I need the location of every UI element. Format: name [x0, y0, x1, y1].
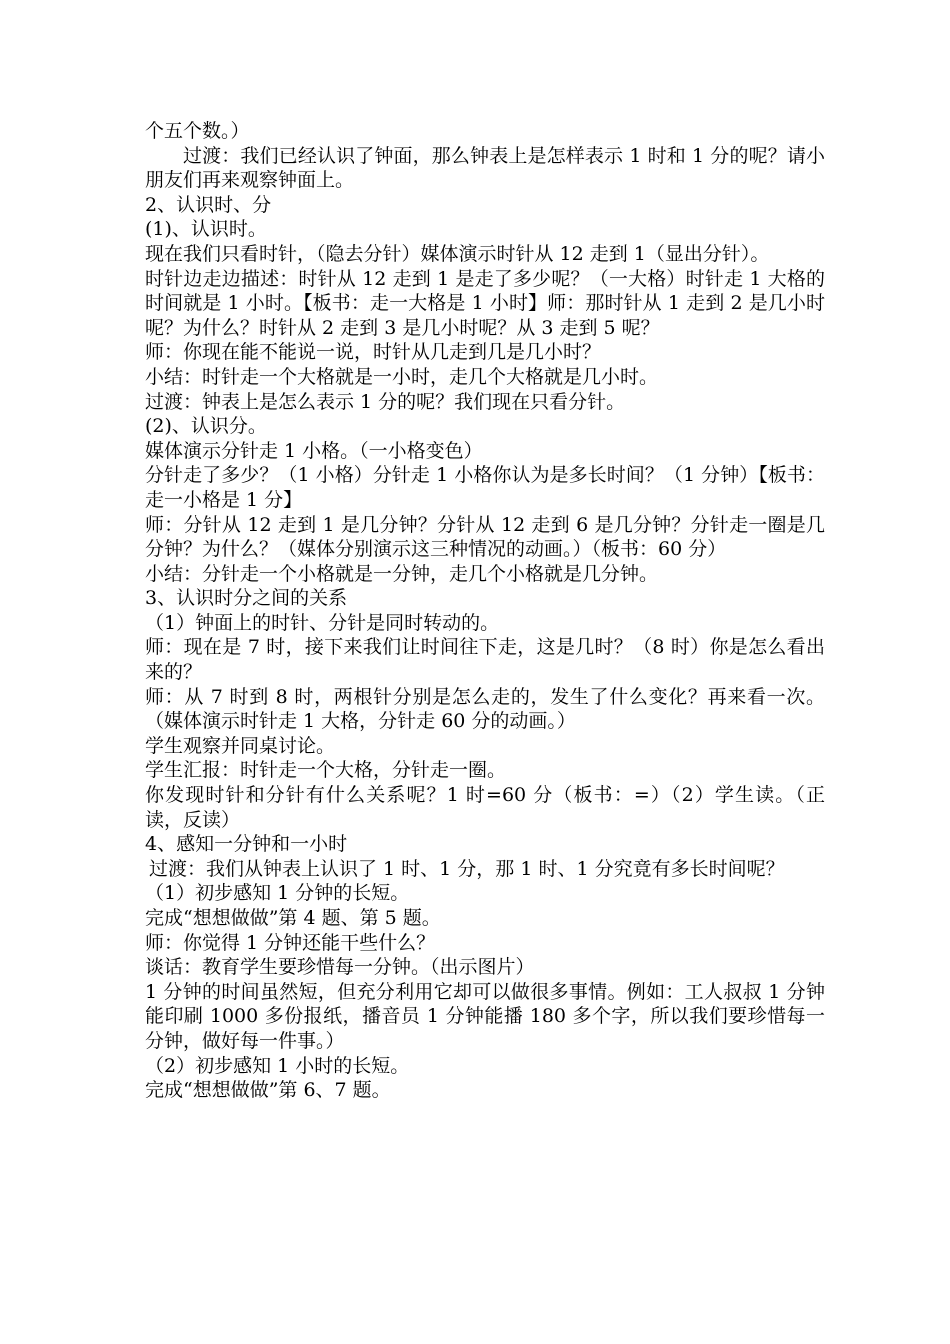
paragraph: 师：从 7 时到 8 时，两根针分别是怎么走的，发生了什么变化？再来看一次。（媒体演示时针走 1 大格，分针走 60 分的动画。） [145, 685, 825, 733]
paragraph: 完成“想想做做”第 6、7 题。 [145, 1079, 391, 1102]
section-heading: 3、认识时分之间的关系 [145, 587, 348, 610]
paragraph: 学生观察并同桌讨论。 [145, 734, 336, 757]
paragraph: 谈话：教育学生要珍惜每一分钟。（出示图片） [145, 956, 535, 979]
subsection-heading: (2)、认识分。 [145, 415, 267, 438]
section-heading: 4、感知一分钟和一小时 [145, 833, 348, 856]
paragraph: 小结：时针走一个大格就是一小时，走几个大格就是几小时。 [145, 365, 659, 388]
paragraph: 师：你现在能不能说一说，时针从几走到几是几小时？ [145, 341, 602, 364]
paragraph: 分针走了多少？（1 小格）分针走 1 小格你认为是多长时间？（1 分钟）【板书：走一小格是 1 分】 [145, 464, 825, 511]
paragraph: （1）初步感知 1 分钟的长短。 [145, 882, 410, 905]
paragraph: 媒体演示分针走 1 小格。（一小格变色） [145, 439, 483, 462]
paragraph: 师：现在是 7 时，接下来我们让时间往下走，这是几时？（8 时）你是怎么看出来的？ [145, 636, 825, 684]
paragraph: 完成“想想做做”第 4 题、第 5 题。 [145, 907, 441, 929]
paragraph: 时针边走边描述：时针从 12 走到 1 是走了多少呢？（一大格）时针走 1 大格的时间就是 1 小时。【板书：走一大格是 1 小时】师：那时针从 1 走到 2 是几小时呢？为什么？时针从 2 走到 3 是几小时呢？从 3 走到 5 呢？ [145, 267, 825, 339]
paragraph: 学生汇报：时针走一个大格，分针走一圈。 [145, 759, 507, 782]
document-body [145, 119, 825, 1103]
paragraph: （2）初步感知 1 小时的长短。 [145, 1054, 410, 1077]
paragraph: 小结：分针走一个小格就是一分钟，走几个小格就是几分钟。 [145, 562, 659, 585]
paragraph: 师：分针从 12 走到 1 是几分钟？分针从 12 走到 6 是几分钟？分针走一圈是几分钟？为什么？（媒体分别演示这三种情况的动画。）（板书：60 分） [145, 513, 825, 561]
paragraph: 你发现时针和分针有什么关系呢？1 时=60 分（板书：=）（2）学生读。（正读，反读） [145, 784, 825, 831]
paragraph: 个五个数。） [145, 120, 250, 142]
paragraph: 现在我们只看时针，（隐去分针）媒体演示时针从 12 走到 1（显出分针）。 [145, 242, 770, 265]
paragraph: 过渡：钟表上是怎么表示 1 分的呢？我们现在只看分针。 [145, 390, 626, 413]
section-heading: 2、认识时、分 [145, 193, 272, 216]
subsection-heading: (1)、认识时。 [145, 218, 267, 241]
paragraph: （1）钟面上的时针、分针是同时转动的。 [145, 611, 500, 634]
paragraph: 1 分钟的时间虽然短，但充分利用它却可以做很多事情。例如：工人叔叔 1 分钟能印刷 1000 多份报纸，播音员 1 分钟能播 180 多个字，所以我们要珍惜每一分钟，做好每一件事。） [145, 980, 825, 1052]
paragraph: 过渡：我们从钟表上认识了 1 时、1 分，那 1 时、1 分究竟有多长时间呢？ [149, 857, 785, 880]
paragraph: 师：你觉得 1 分钟还能干些什么？ [145, 931, 436, 954]
paragraph: 过渡：我们已经认识了钟面，那么钟表上是怎样表示 1 时和 1 分的呢？请小朋友们再来观察钟面上。 [145, 144, 825, 192]
